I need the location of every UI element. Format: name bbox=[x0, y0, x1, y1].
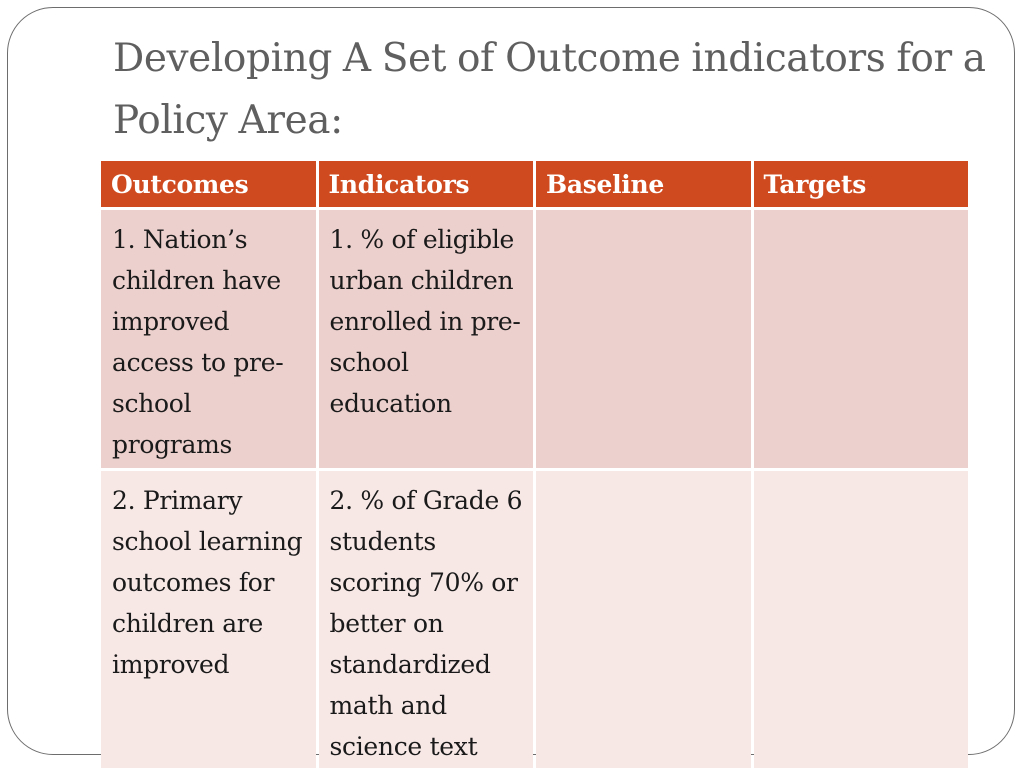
header-outcomes: Outcomes bbox=[101, 161, 316, 207]
table-row bbox=[101, 471, 968, 768]
header-targets: Targets bbox=[754, 161, 969, 207]
header-baseline: Baseline bbox=[536, 161, 751, 207]
outcome-cell: 1. Nation’s children have improved access to pre-school programs bbox=[101, 210, 316, 468]
baseline-cell bbox=[536, 471, 751, 768]
baseline-cell bbox=[536, 210, 751, 468]
table-row bbox=[101, 210, 968, 468]
indicator-cell: 1. % of eligible urban children enrolled in pre-school education bbox=[319, 210, 534, 468]
table-header-row bbox=[101, 161, 968, 207]
slide-title: Developing A Set of Outcome indicators for a Policy Area: bbox=[113, 36, 986, 143]
target-cell bbox=[754, 471, 969, 768]
outcome-cell: 2. Primary school learning outcomes for children are improved bbox=[101, 471, 316, 768]
indicator-cell: 2. % of Grade 6 students scoring 70% or better on standardized math and science text bbox=[319, 471, 534, 768]
header-indicators: Indicators bbox=[319, 161, 534, 207]
target-cell bbox=[754, 210, 969, 468]
outcome-indicators-table bbox=[98, 158, 971, 768]
